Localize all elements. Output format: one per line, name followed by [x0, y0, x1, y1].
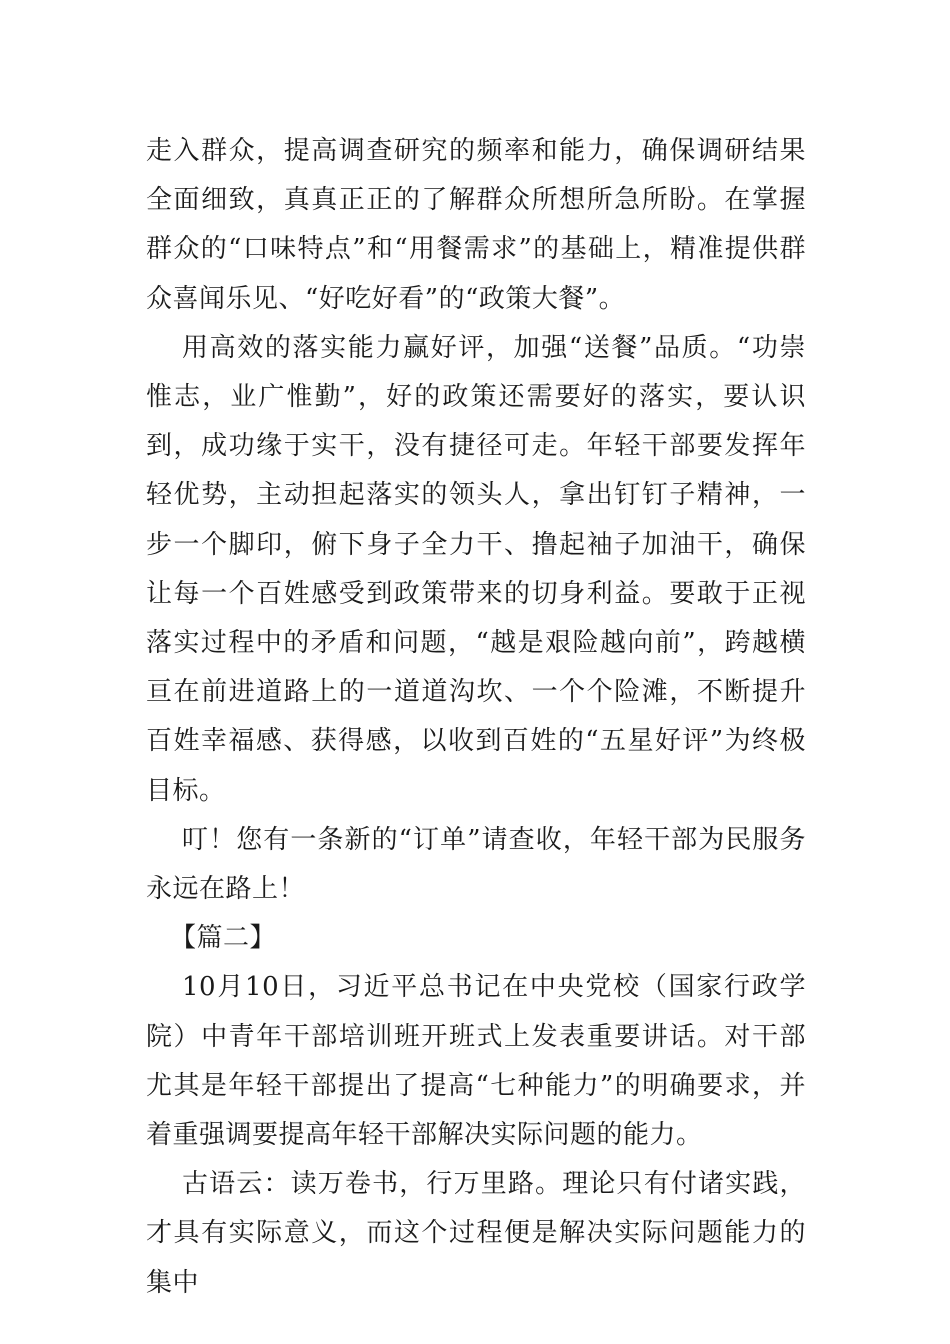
paragraph-1: 走入群众，提高调查研究的频率和能力，确保调研结果全面细致，真真正正的了解群众所想所急所盼。在掌握群众的“口味特点”和“用餐需求”的基础上，精准提供群众喜闻乐见、“好吃好看”的“政策大餐”。: [146, 136, 806, 314]
document-body: [146, 127, 806, 1308]
paragraph-4: 10月10日，习近平总书记在中央党校（国家行政学院）中青年干部培训班开班式上发表重要讲话。对干部尤其是年轻干部提出了提高“七种能力”的明确要求，并着重强调要提高年轻干部解决实际问题的能力。: [146, 972, 806, 1151]
paragraph-5: 古语云：读万卷书，行万里路。理论只有付诸实践，才具有实际意义，而这个过程便是解决实际问题能力的集中: [146, 1169, 806, 1298]
paragraph-2: 用高效的落实能力赢好评，加强“送餐”品质。“功崇惟志，业广惟勤”，好的政策还需要好的落实，要认识到，成功缘于实干，没有捷径可走。年轻干部要发挥年轻优势，主动担起落实的领头人，拿出钉钉子精神，一步一个脚印，俯下身子全力干、撸起袖子加油干，确保让每一个百姓感受到政策带来的切身利益。要敢于正视落实过程中的矛盾和问题，“越是艰险越向前”，跨越横亘在前进道路上的一道道沟坎、一个个险滩，不断提升百姓幸福感、获得感，以收到百姓的“五星好评”为终极目标。: [146, 332, 806, 806]
paragraph-3: 叮！您有一条新的“订单”请查收，年轻干部为民服务永远在路上！: [146, 824, 806, 905]
section-heading: 【篇二】: [170, 923, 277, 954]
